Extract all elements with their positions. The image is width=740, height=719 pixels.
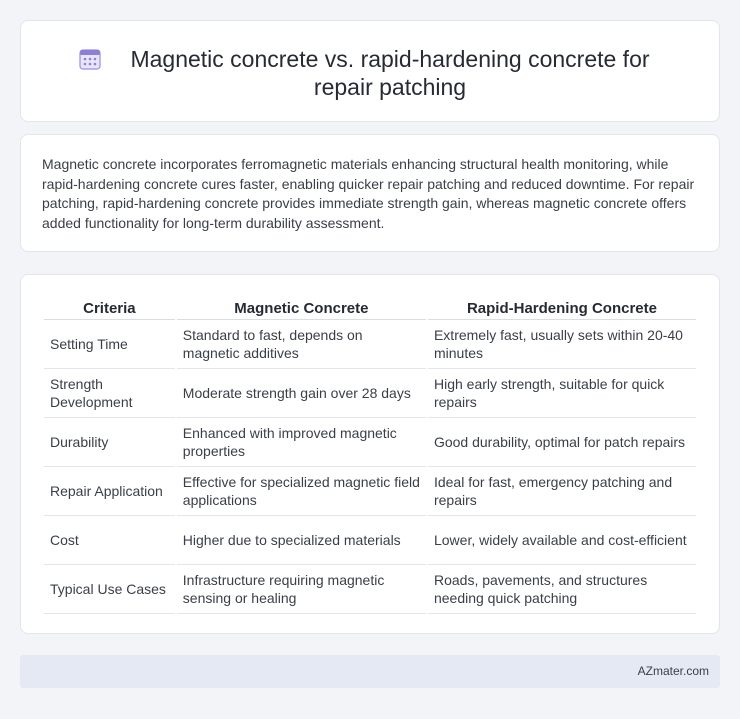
header-criteria: Criteria (44, 297, 175, 320)
table-row (44, 565, 696, 614)
row-magnetic: Moderate strength gain over 28 days (177, 369, 426, 418)
row-magnetic: Higher due to specialized materials (177, 516, 426, 565)
table-row (44, 516, 696, 565)
row-magnetic: Standard to fast, depends on magnetic additives (177, 320, 426, 369)
row-criteria: Typical Use Cases (44, 565, 175, 614)
row-rapid: Ideal for fast, emergency patching and repairs (428, 467, 696, 516)
row-rapid: Roads, pavements, and structures needing quick patching (428, 565, 696, 614)
row-rapid: Good durability, optimal for patch repairs (428, 418, 696, 467)
title-card (20, 20, 720, 122)
row-rapid: High early strength, suitable for quick repairs (428, 369, 696, 418)
table-row (44, 320, 696, 369)
row-criteria: Setting Time (44, 320, 175, 369)
summary-text: Magnetic concrete incorporates ferromagnetic materials enhancing structural health monitoring, while rapid-hardening concrete cures faster, enabling quicker repair patching and reduced downtime. For repair patching, rapid-hardening concrete provides immediate strength gain, whereas magnetic concrete offers added functionality for long-term durability assessment. (42, 156, 695, 231)
row-magnetic: Effective for specialized magnetic field applications (177, 467, 426, 516)
row-rapid: Lower, widely available and cost-efficient (428, 516, 696, 565)
footer-brand[interactable]: AZmater.com (637, 664, 709, 678)
comparison-card (20, 274, 720, 634)
row-magnetic: Infrastructure requiring magnetic sensing or healing (177, 565, 426, 614)
row-criteria: Repair Application (44, 467, 175, 516)
page-title: Magnetic concrete vs. rapid-hardening concrete for repair patching (130, 46, 650, 100)
row-magnetic: Enhanced with improved magnetic properties (177, 418, 426, 467)
row-rapid: Extremely fast, usually sets within 20-40 minutes (428, 320, 696, 369)
summary-card (20, 134, 720, 252)
row-criteria: Strength Development (44, 369, 175, 418)
row-criteria: Cost (44, 516, 175, 565)
table-row (44, 418, 696, 467)
header-rapid-hardening-concrete: Rapid-Hardening Concrete (428, 297, 696, 320)
footer-bar (20, 655, 720, 688)
comparison-table (42, 297, 698, 614)
row-criteria: Durability (44, 418, 175, 467)
table-row (44, 369, 696, 418)
header-magnetic-concrete: Magnetic Concrete (177, 297, 426, 320)
table-header-row (44, 297, 696, 320)
table-row (44, 467, 696, 516)
